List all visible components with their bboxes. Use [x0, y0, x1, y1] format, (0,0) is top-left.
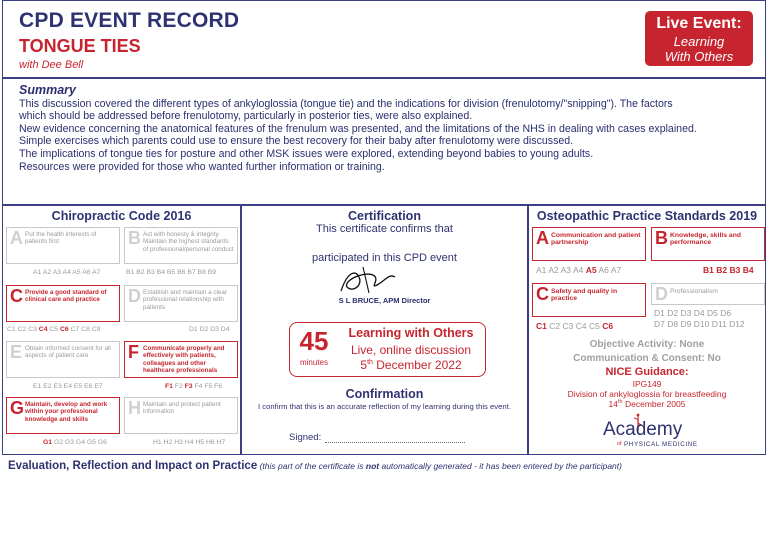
chiro-standard-e	[6, 341, 120, 378]
standard-text: Establish and maintain a clear professional relationship with patients	[143, 289, 228, 311]
standard-code: A1	[536, 265, 547, 275]
nice-code: IPG149	[632, 379, 662, 389]
chiropractic-title: Chiropractic Code 2016	[51, 209, 192, 223]
divider	[527, 204, 529, 454]
event-date-day: 5	[360, 358, 368, 372]
standard-code: G3	[64, 439, 75, 446]
standard-code: B2	[136, 269, 145, 276]
standard-code: E6	[84, 383, 93, 390]
standard-code: H4	[184, 439, 194, 446]
summary-line: New evidence concerning the anatomical features of the frenulum was presented, and the limitations of the NHS in dealing with cases explained.	[19, 122, 697, 135]
standard-code: A1	[33, 269, 42, 276]
standard-letter: H	[128, 398, 141, 418]
standard-text: Professionalism	[670, 288, 718, 295]
event-date-rest: December 2022	[372, 358, 462, 372]
standard-text: Provide a good standard of clinical care and practice	[25, 289, 107, 304]
chiro-standard-a	[6, 227, 120, 264]
presenter: with Dee Bell	[19, 59, 84, 71]
divider	[3, 77, 765, 79]
standard-code: B7	[187, 269, 196, 276]
standard-code: C5	[49, 326, 59, 333]
standard-code: H2	[163, 439, 173, 446]
summary-line: which should be addressed before frenulotomy, particularly in posterior ties, were also explained.	[19, 110, 473, 123]
standard-code: D7	[654, 319, 665, 329]
osteo-codes-c	[536, 321, 613, 331]
standard-letter: C	[10, 286, 23, 306]
certification-line1: This certificate confirms that	[316, 223, 453, 235]
standard-code: F6	[214, 383, 223, 390]
standard-code: H6	[205, 439, 215, 446]
nice-guidance-title: NICE Guidance:	[605, 366, 689, 378]
standard-code: F5	[204, 383, 213, 390]
osteo-codes-d-row1	[654, 308, 731, 318]
standard-text: Maintain and protect patient information	[143, 401, 221, 416]
standard-code: B4	[156, 269, 165, 276]
standard-letter: B	[655, 228, 668, 248]
note-post: automatically generated - it has been entered by the participant)	[379, 461, 622, 471]
confirmation-text: I confirm that this is an accurate reflection of my learning during this event.	[258, 402, 511, 411]
osteopathic-title: Osteopathic Practice Standards 2019	[536, 209, 758, 223]
osteo-codes-a	[536, 265, 621, 275]
event-format: Live, online discussion	[350, 343, 472, 357]
certificate-frame	[2, 0, 766, 455]
nice-date-day: 14	[608, 399, 619, 409]
standard-code: E7	[94, 383, 103, 390]
osteo-standard-b	[651, 227, 765, 261]
chiro-standard-h	[124, 397, 238, 434]
standard-code: H3	[174, 439, 183, 446]
standard-code: B4	[742, 265, 754, 275]
osteo-standard-a	[532, 227, 646, 261]
certification-line2: participated in this CPD event	[312, 252, 457, 264]
standard-code: A5	[72, 269, 81, 276]
standard-code: C4	[38, 326, 48, 333]
standard-code: D1	[654, 308, 665, 318]
standard-code: C2	[17, 326, 27, 333]
summary-title: Summary	[19, 83, 76, 97]
chiro-codes-d	[189, 326, 229, 333]
standard-code: G4	[75, 439, 85, 446]
evaluation-heading	[8, 460, 622, 472]
signature-image	[333, 263, 403, 297]
objective-activity: Objective Activity: None	[589, 339, 705, 350]
standard-letter: A	[536, 228, 549, 248]
page-title: CPD EVENT RECORD	[19, 9, 240, 32]
summary-section	[19, 84, 759, 173]
standard-text: Put the health interests of patients first	[25, 231, 97, 246]
standard-code: B6	[177, 269, 186, 276]
nice-date-rest: December 2005	[622, 399, 686, 409]
event-details-box	[289, 322, 486, 377]
communication-consent: Communication & Consent: No	[573, 353, 721, 364]
evaluation-note	[257, 461, 622, 471]
divider	[3, 204, 765, 206]
minutes-label: minutes	[299, 358, 328, 367]
standard-text: Safety and quality in practice	[551, 288, 618, 303]
chiro-codes-h	[153, 439, 225, 446]
academy-logo	[601, 413, 721, 453]
minutes-value: 45	[299, 326, 329, 356]
standard-code: B1	[126, 269, 135, 276]
standard-code: A2	[42, 269, 52, 276]
live-event-label: Live Event:	[656, 15, 742, 32]
standard-code: C1	[536, 321, 547, 331]
standard-code: C9	[91, 326, 101, 333]
standard-code: A3	[52, 269, 62, 276]
live-event-line3: With Others	[664, 49, 734, 64]
standard-code: D5	[707, 308, 718, 318]
certification-title: Certification	[348, 209, 421, 223]
standard-code: C2	[549, 321, 561, 331]
standard-code: G5	[86, 439, 96, 446]
chiro-standard-g	[6, 397, 120, 434]
standard-code: H1	[153, 439, 162, 446]
logo-main: Academy	[603, 419, 683, 440]
standard-code: C6	[59, 326, 69, 333]
standard-code: H5	[195, 439, 205, 446]
standard-code: C4	[575, 321, 587, 331]
chiro-codes-e	[33, 383, 103, 390]
standard-code: E4	[63, 383, 72, 390]
event-date	[338, 358, 484, 372]
chiro-codes-c	[7, 326, 100, 333]
standard-text: Maintain, develop and work within your professional knowledge and skills	[25, 401, 108, 423]
evaluation-title: Evaluation, Reflection and Impact on Practice	[8, 460, 258, 472]
note-pre: (this part of the certificate is	[257, 461, 366, 471]
signer-name: S L BRUCE, APM Director	[338, 296, 431, 305]
summary-line: Simple exercises which parents could use to ensure the best recovery for their baby after frenulotomy were discussed.	[19, 135, 574, 148]
signature-line[interactable]	[325, 442, 465, 443]
standard-text: Knowledge, skills and performance	[670, 232, 742, 247]
standard-letter: F	[128, 342, 139, 362]
standard-letter: D	[128, 286, 141, 306]
standard-letter: B	[128, 228, 141, 248]
standard-code: G6	[97, 439, 107, 446]
standard-code: D4	[220, 326, 230, 333]
standard-code: D8	[667, 319, 679, 329]
osteo-standard-c	[532, 283, 646, 317]
standard-code: E1	[33, 383, 42, 390]
chiro-codes-g	[43, 439, 107, 446]
standard-code: E3	[53, 383, 62, 390]
standard-text: Obtain informed consent for all aspects of patient care	[25, 345, 111, 360]
standard-code: D12	[729, 319, 745, 329]
summary-line: Resources were provided for those who wanted further information or training.	[19, 160, 385, 173]
standard-code: D4	[693, 308, 705, 318]
standard-code: D9	[680, 319, 692, 329]
logo-of: of	[617, 441, 622, 447]
standard-code: B3	[729, 265, 741, 275]
standard-code: B5	[166, 269, 176, 276]
standard-code: C8	[81, 326, 90, 333]
standard-code: G2	[53, 439, 64, 446]
standard-code: D1	[189, 326, 198, 333]
standard-code: D11	[711, 319, 727, 329]
standard-code: C3	[28, 326, 37, 333]
osteo-codes-d-row2	[654, 319, 745, 329]
standard-code: C7	[70, 326, 80, 333]
standard-code: D6	[720, 308, 732, 318]
standard-code: C6	[602, 321, 614, 331]
standard-code: D3	[680, 308, 692, 318]
nice-date	[529, 399, 765, 409]
standard-code: F3	[184, 383, 193, 390]
nice-date-suffix: th	[618, 399, 623, 406]
event-name: Learning with Others	[348, 326, 474, 340]
chiro-standard-c	[6, 285, 120, 322]
standard-code: A7	[610, 265, 622, 275]
standard-code: B9	[207, 269, 217, 276]
standard-code: G1	[43, 439, 53, 446]
chiro-standard-f	[124, 341, 238, 378]
chiro-codes-b	[126, 269, 216, 276]
standard-code: C1	[7, 326, 16, 333]
standard-code: D10	[693, 319, 710, 329]
note-not: not	[365, 461, 380, 471]
standard-code: F1	[165, 383, 173, 390]
standard-code: C3	[562, 321, 574, 331]
standard-code: B3	[146, 269, 155, 276]
standard-code: E2	[43, 383, 52, 390]
osteo-standard-d	[651, 283, 765, 305]
standard-text: Communicate properly and effectively with patients, colleagues and other healthcare professionals	[143, 345, 225, 375]
standard-code: F2	[174, 383, 183, 390]
standard-letter: E	[10, 342, 23, 362]
standard-code: A5	[585, 265, 597, 275]
standard-code: A4	[62, 269, 71, 276]
standard-code: A7	[92, 269, 101, 276]
standard-letter: G	[10, 398, 25, 418]
summary-line: The implications of tongue ties for posture and other MSK issues were explored, extending beyond babies to young adults.	[19, 147, 594, 160]
standard-code: E5	[73, 383, 83, 390]
confirmation-title: Confirmation	[345, 387, 424, 401]
standard-code: C5	[589, 321, 600, 331]
chiro-standard-d	[124, 285, 238, 322]
event-date-suffix: th	[367, 359, 373, 366]
signed-label: Signed:	[289, 432, 322, 443]
event-title: TONGUE TIES	[19, 36, 141, 56]
standard-text: Communication and patient partnership	[551, 232, 641, 247]
standard-code: B8	[197, 269, 206, 276]
logo-sub: PHYSICAL MEDICINE	[624, 441, 698, 448]
standard-code: A6	[82, 269, 91, 276]
chiro-codes-f	[165, 383, 222, 390]
standard-code: B1	[703, 265, 714, 275]
standard-code: D3	[210, 326, 219, 333]
osteo-codes-b	[703, 265, 754, 275]
standard-code: D2	[667, 308, 679, 318]
divider	[240, 204, 242, 454]
standard-code: A4	[572, 265, 584, 275]
standard-code: F4	[194, 383, 203, 390]
standard-letter: A	[10, 228, 23, 248]
standard-letter: C	[536, 284, 549, 304]
standard-code: A2	[548, 265, 559, 275]
nice-description: Division of ankyloglossia for breastfeeding	[567, 389, 727, 399]
live-event-line2: Learning	[673, 34, 725, 49]
standard-code: H7	[216, 439, 226, 446]
standard-code: D2	[199, 326, 209, 333]
live-event-badge	[645, 11, 753, 66]
summary-line: This discussion covered the different types of ankyloglossia (tongue tie) and the indications for division (frenulotomy/"snipping"). The factors	[19, 97, 673, 110]
standard-letter: D	[655, 284, 668, 304]
standard-text: Act with honesty & integrity. Maintain the highest standards of professional/personal conduct	[143, 231, 234, 253]
standard-code: A3	[560, 265, 572, 275]
standard-code: B2	[716, 265, 728, 275]
chiro-codes-a	[33, 269, 100, 276]
chiro-standard-b	[124, 227, 238, 264]
standard-code: A6	[598, 265, 609, 275]
